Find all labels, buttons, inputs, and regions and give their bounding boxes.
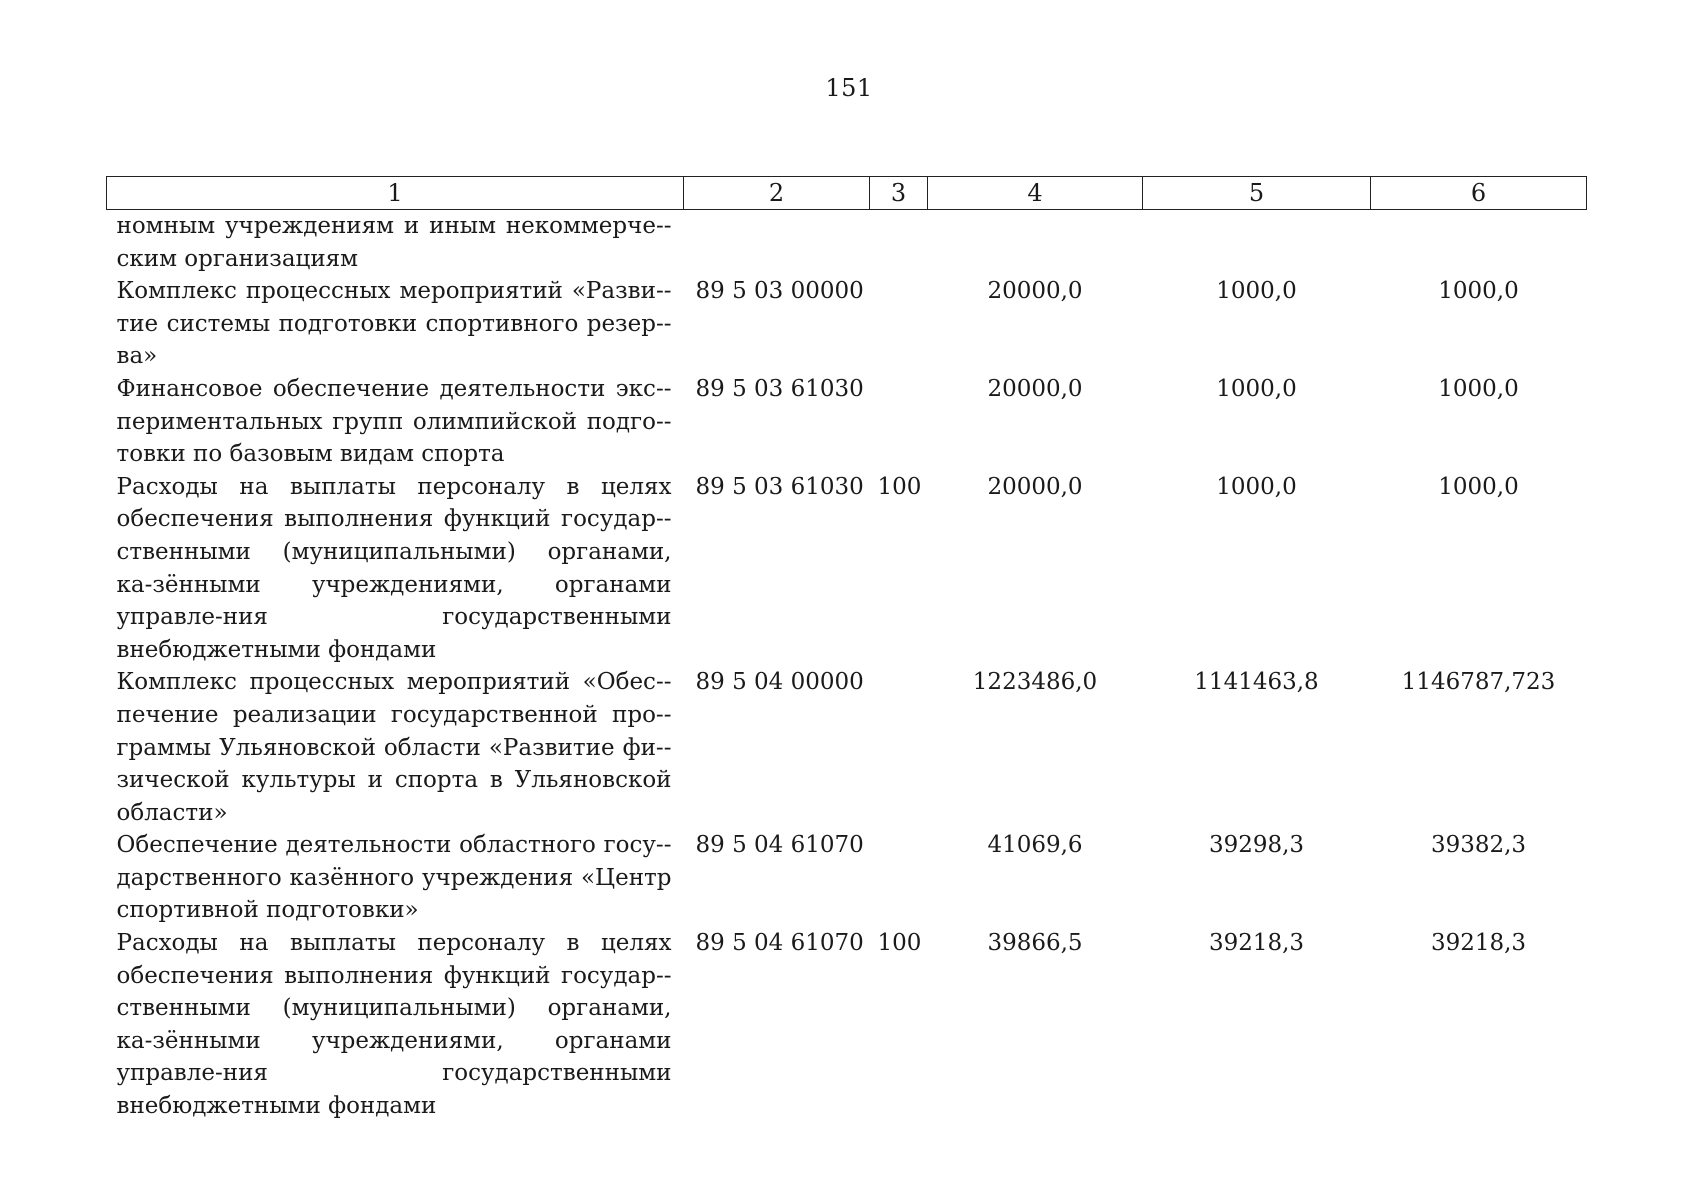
row-target-code: 89 5 04 61070 bbox=[695, 832, 864, 859]
row-target-code: 89 5 03 61030 bbox=[695, 473, 864, 500]
column-header-6: 6 bbox=[1371, 177, 1587, 210]
row-value-col6 bbox=[1371, 210, 1587, 276]
row-value-col5: 39298,3 bbox=[1208, 832, 1305, 859]
row-value-col5: 1141463,8 bbox=[1194, 669, 1319, 696]
row-description: Обеспечение деятельности областного госу-дарственного казённого учреждения «Центр спортивной подготовки» bbox=[116, 832, 672, 924]
row-expense-type bbox=[870, 666, 928, 829]
row-value-col5 bbox=[1143, 210, 1371, 276]
budget-table bbox=[106, 176, 1587, 1123]
page-number: 151 bbox=[825, 74, 873, 102]
row-target-code: 89 5 04 00000 bbox=[695, 669, 864, 696]
row-expense-type bbox=[870, 373, 928, 471]
row-value-col4: 20000,0 bbox=[987, 278, 1083, 305]
row-value-col6: 39218,3 bbox=[1430, 930, 1527, 957]
table-row bbox=[107, 275, 1587, 373]
row-description: Финансовое обеспечение деятельности экс-периментальных групп олимпийской подго-товки по базовым видам спорта bbox=[116, 375, 672, 468]
column-header-5: 5 bbox=[1143, 177, 1371, 210]
row-value-col6: 1000,0 bbox=[1438, 473, 1519, 500]
row-expense-type bbox=[870, 210, 928, 276]
table-row bbox=[107, 373, 1587, 471]
table-row bbox=[107, 666, 1587, 829]
table-row bbox=[107, 927, 1587, 1123]
table-body bbox=[107, 210, 1587, 1123]
row-description: Комплекс процессных мероприятий «Обес-печение реализации государственной про-граммы Ульяновской области «Развитие фи-зической культуры и спорта в Ульяновской области» bbox=[116, 669, 672, 826]
column-header-2: 2 bbox=[684, 177, 870, 210]
row-value-col4: 41069,6 bbox=[987, 832, 1083, 859]
row-description: Комплекс процессных мероприятий «Разви-тие системы подготовки спортивного резер-ва» bbox=[116, 278, 672, 370]
column-header-1: 1 bbox=[107, 177, 684, 210]
row-value-col4: 1223486,0 bbox=[972, 669, 1098, 696]
row-target-code bbox=[684, 210, 870, 276]
row-value-col5: 39218,3 bbox=[1208, 930, 1305, 957]
row-target-code: 89 5 03 00000 bbox=[695, 278, 864, 305]
header-row bbox=[107, 177, 1587, 210]
row-description: Расходы на выплаты персоналу в целях обеспечения выполнения функций государ-ственными (муниципальными) органами, ка-зёнными учреждениями, органами управле-ния государственными внебюджетными фондами bbox=[116, 473, 672, 663]
row-value-col5: 1000,0 bbox=[1216, 278, 1297, 305]
table-header bbox=[107, 177, 1587, 210]
row-value-col4: 20000,0 bbox=[987, 375, 1083, 402]
row-value-col5: 1000,0 bbox=[1216, 473, 1297, 500]
row-value-col6: 39382,3 bbox=[1430, 832, 1527, 859]
row-value-col4: 39866,5 bbox=[987, 930, 1083, 957]
row-expense-type bbox=[870, 275, 928, 373]
row-expense-type: 100 bbox=[877, 473, 922, 500]
row-expense-type bbox=[870, 829, 928, 927]
row-target-code: 89 5 03 61030 bbox=[695, 375, 864, 402]
table-row bbox=[107, 471, 1587, 667]
row-expense-type: 100 bbox=[877, 930, 922, 957]
column-header-4: 4 bbox=[928, 177, 1143, 210]
row-value-col5: 1000,0 bbox=[1216, 375, 1297, 402]
row-value-col4 bbox=[928, 210, 1143, 276]
row-value-col6: 1146787,723 bbox=[1401, 669, 1556, 696]
table-row bbox=[107, 210, 1587, 276]
row-value-col6: 1000,0 bbox=[1438, 375, 1519, 402]
column-header-3: 3 bbox=[870, 177, 928, 210]
row-description: Расходы на выплаты персоналу в целях обеспечения выполнения функций государ-ственными (муниципальными) органами, ка-зёнными учреждениями, органами управле-ния государственными внебюджетными фондами bbox=[116, 930, 672, 1120]
row-description: номным учреждениям и иным некоммерче-ским организациям bbox=[116, 213, 672, 272]
row-value-col4: 20000,0 bbox=[987, 473, 1083, 500]
table-row bbox=[107, 829, 1587, 927]
row-value-col6: 1000,0 bbox=[1438, 278, 1519, 305]
row-target-code: 89 5 04 61070 bbox=[695, 930, 864, 957]
